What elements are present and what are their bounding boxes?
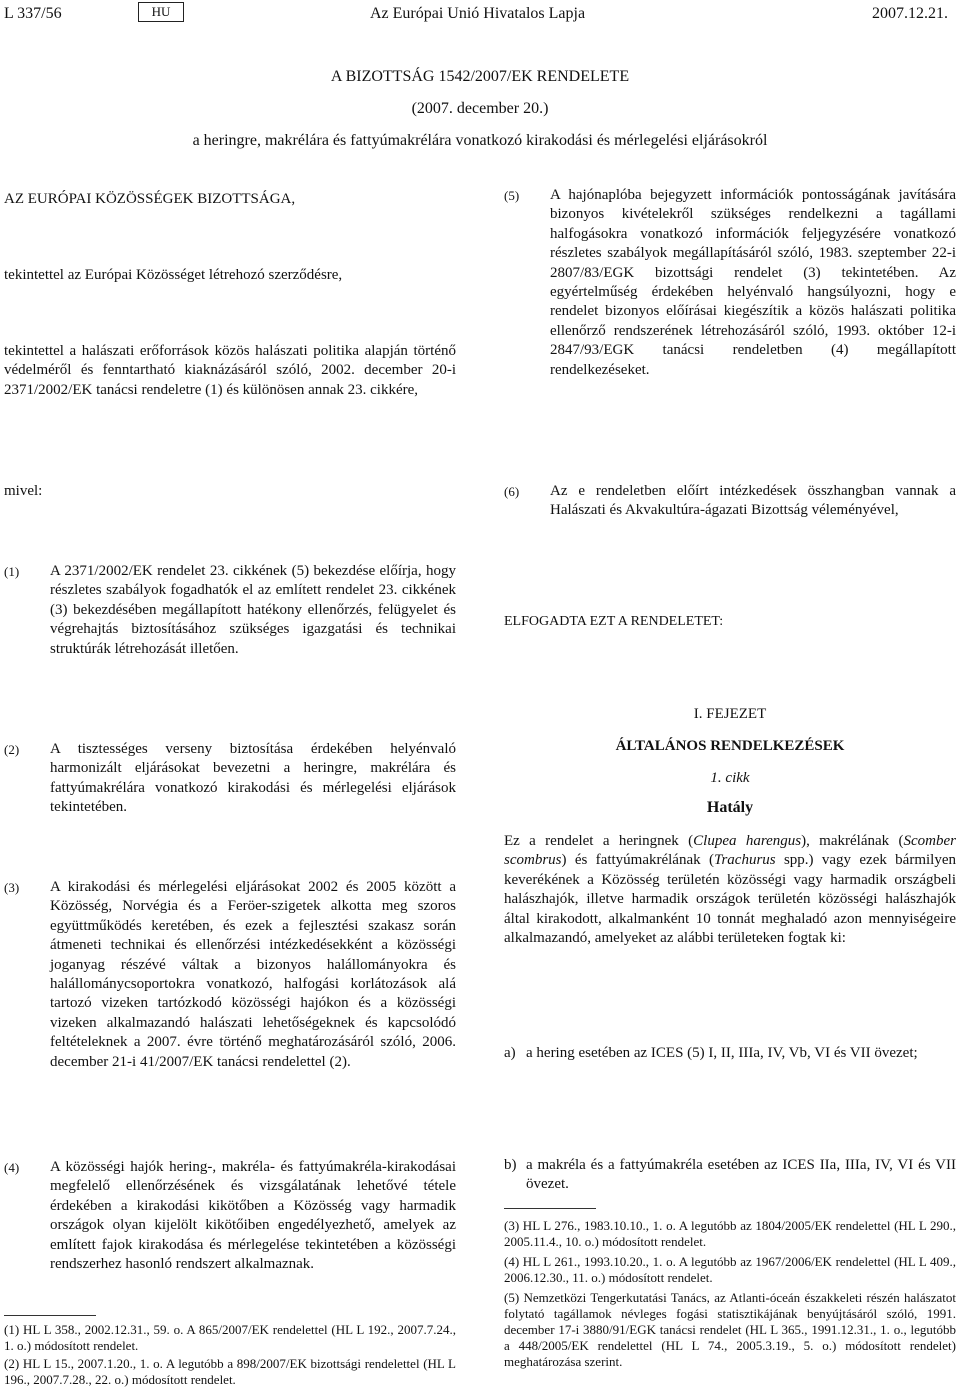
treaty-recital: tekintettel az Európai Közösséget létrehozó szerződésre,	[4, 267, 343, 283]
list-text: a hering esetében az ICES (5) I, II, IIIa, IV, Vb, VI és VII övezet;	[526, 1045, 918, 1061]
list-label: a)	[504, 1045, 516, 1061]
recital-number: (3)	[4, 880, 20, 895]
journal-title: Az Európai Unió Hivatalos Lapja	[370, 5, 586, 22]
publication-date: 2007.12.21.	[872, 5, 948, 22]
list-text: a makréla és a fattyúmakréla esetében az ICES IIa, IIIa, IV, VI és VII övezet.	[526, 1157, 956, 1193]
recital-text: Az e rendeletben előírt intézkedések összhangban vannak a Halászati és Akvakultúra-ágazati Bizottság véleményével,	[550, 483, 956, 519]
recital-4	[4, 1158, 456, 1274]
recital-text: A tisztességes verseny biztosítása érdekében helyénvaló harmonizált eljárásokat bevezetni a heringre, makrélára és fattyúmakrélára vonatkozó kirakodási és mérlegelési eljárások tekintetében.	[50, 741, 456, 816]
scope-text: Ez a rendelet a heringnek (	[504, 833, 694, 849]
species-name: Clupea harengus	[693, 833, 802, 849]
recital-2	[4, 740, 456, 818]
regulation-reference	[4, 342, 456, 400]
recital-text: A kirakodási és mérlegelési eljárásokat 2002 és 2005 között a Közösség, Norvégia és a Feröer-szigetek alkotta meg szoros együttműködés keretében, és ezek a fejlesztési szakasz során átmeneti technikai és ellenőrzési intézkedésekként a közösségi joganyag részévé váltak a bizonyos halállományokra és halállománycsoportokra vonatkozó, halfogási korlátozások alá tartozó vizeken tartózkodó közösségi hajókon és a közösségi vizeken alkalmazandó halászati lehetőségeknek és kapcsolódó feltételeknek a 2007. évre történő meghatározásáról szóló, 2006. december 21-i 41/2007/EK tanácsi rendelettel (2).	[50, 879, 456, 1070]
article-title: Hatály	[706, 799, 754, 816]
species-name: Trachurus	[713, 852, 776, 869]
scope-text: spp.) vagy ezek bármilyen keverékének a Közösség területén közösségi vagy harmadik országbeli halászhajók, illetve harmadik országok területén közösségi halászhajók által kirakodott, alkalmanként 10 tonnát meghaladó azon mennyiségeire alkalmazandó, amelyeket az alábbi területeken fogtak ki:	[504, 852, 956, 947]
list-item-a	[504, 1044, 956, 1063]
title-line-1: A BIZOTTSÁG 1542/2007/EK RENDELETE	[330, 68, 630, 85]
footnote-4: (4) HL L 261., 1993.10.20., 1. o. A legutóbb az 1967/2006/EK rendelettel (HL L 409., 2006.12.30., 11. o.) módosított rendelet.	[504, 1254, 956, 1285]
recital-number: (6)	[504, 484, 520, 499]
list-item-b	[504, 1156, 956, 1195]
regulation-reference-text: tekintettel a halászati erőforrások közös halászati politika alapján történő védelméről és fenntartható kiaknázásáról szóló, 2002. december 20-i 2371/2002/EK tanácsi rendeletre (1) és különösen annak 23. cikkére,	[4, 343, 456, 398]
footnote-1: (1) HL L 358., 2002.12.31., 59. o. A 865/2007/EK rendelettel (HL L 192., 2007.7.24., 1. o.) módosított rendelet.	[4, 1322, 456, 1353]
recital-number: (1)	[4, 564, 20, 579]
article-1-scope	[504, 832, 956, 948]
list-label: b)	[504, 1157, 517, 1173]
footnote-3: (3) HL L 276., 1983.10.10., 1. o. A legutóbb az 1804/2005/EK rendelettel (HL L 290., 2005.11.4., 10. o.) módosított rendelet.	[504, 1218, 956, 1249]
recital-number: (2)	[4, 742, 20, 757]
recital-number: (4)	[4, 1160, 20, 1175]
footnote-5: (5) Nemzetközi Tengerkutatási Tanács, az Atlanti-óceán északkeleti részén halászatot folytató tagállamok névleges fogási statisztikájának benyújtásáról szóló, 1991. december 17-i 3880/91/EGK tanácsi rendelet (HL L 365., 1991.12.31., 1. o., legutóbb a 448/2005/EK rendelettel (HL L 74., 2005.3.19., 5. o.) módosított rendelet) meghatározása szerint.	[504, 1290, 956, 1369]
title-line-3: a heringre, makrélára és fattyúmakrélára vonatkozó kirakodási és mérlegelési eljárásokról	[192, 132, 768, 149]
recital-number: (5)	[504, 188, 520, 203]
recital-6	[504, 482, 956, 521]
document-title	[0, 66, 960, 152]
commission-heading: AZ EURÓPAI KÖZÖSSÉGEK BIZOTTSÁGA,	[4, 191, 296, 207]
page-header	[0, 0, 960, 30]
scope-text: ), makrélának (	[801, 833, 904, 849]
recital-1	[4, 562, 456, 659]
page-reference: L 337/56	[4, 5, 62, 22]
footnote-2: (2) HL L 15., 2007.1.20., 1. o. A legutóbb a 898/2007/EK bizottsági rendelettel (HL L 196., 2007.7.28., 22. o.) módosított rendelet.	[4, 1356, 456, 1387]
recital-text: A közösségi hajók hering-, makréla- és fattyúmakréla-kirakodásai megfelelő ellenőrzésének és vizsgálatának lehetővé tétele érdekében a kirakodási kikötőben a Közösség vagy harmadik országok olyan kijelölt kikötőiben engedélyezhető, amelyek az említett fajok kirakodása és mérlegelése tekintetében a közösségi rendszerhez hasonló rendszert alkalmaznak.	[50, 1159, 456, 1273]
recital-text: A 2371/2002/EK rendelet 23. cikkének (5) bekezdése előírja, hogy részletes szabályok fogadhatók el az említett rendelet 23. cikkének (3) bekezdésében megállapított hatékony ellenőrzés, felügyelet és végrehajtás biztosításához szükséges igazgatási és technikai struktúrák létrehozását illetően.	[50, 563, 456, 657]
footnote-separator	[504, 1208, 596, 1209]
recital-5	[504, 186, 956, 380]
whereas-label: mivel:	[4, 483, 43, 499]
footnote-separator	[4, 1315, 96, 1316]
language-code-box: HU	[138, 2, 184, 22]
species-name: Scomber scombrus	[504, 833, 956, 869]
recital-text: A hajónaplóba bejegyzett információk pontosságának javítására bizonyos kivételekről szükséges rendelkezni a tagállami halfogásokra vonatkozó információk feljegyzésére vonatkozó részletes szabályok megállapításáról szóló, 1983. szeptember 22-i 2807/83/EGK bizottsági rendelet (3) tekintetében. Az egyértelműség érdekében helyénvaló hangsúlyozni, hogy e rendelet bizonyos előírásai kiegészítik a közös halászati politika ellenőrző rendszerének létrehozásáról szóló, 1993. október 12-i 2847/93/EGK tanácsi rendeletben (4) megállapított rendelkezéseket.	[550, 187, 956, 378]
adopted-statement: ELFOGADTA EZT A RENDELETET:	[504, 614, 724, 629]
chapter-heading: I. FEJEZET	[693, 706, 767, 722]
article-number: 1. cikk	[710, 770, 750, 786]
chapter-title: ÁLTALÁNOS RENDELKEZÉSEK	[615, 738, 845, 754]
title-line-2: (2007. december 20.)	[411, 100, 549, 117]
scope-text: ) és fattyúmakrélának (	[561, 852, 714, 869]
recital-3	[4, 878, 456, 1072]
